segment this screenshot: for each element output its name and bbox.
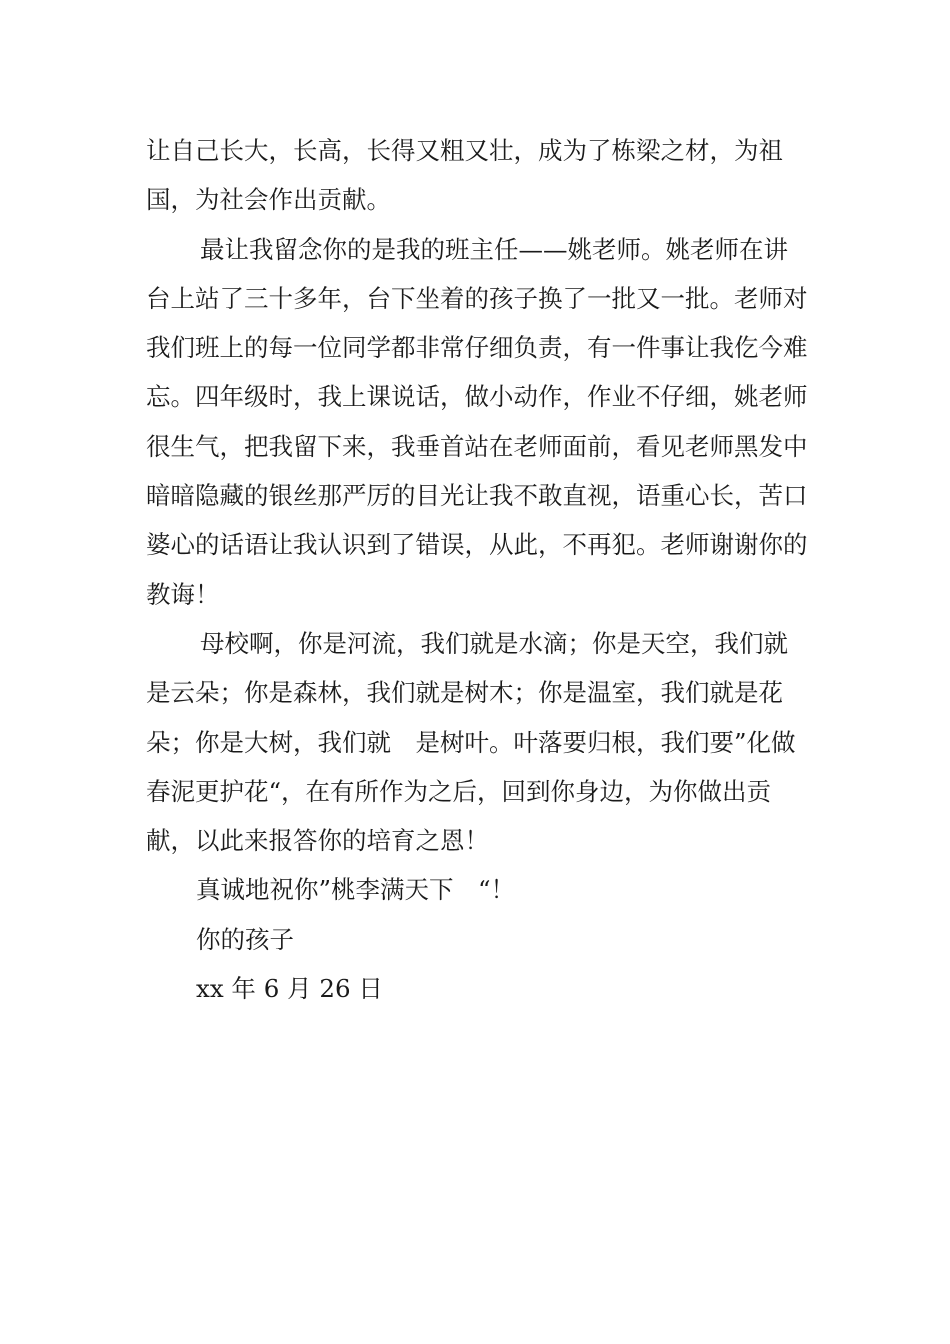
paragraph-teacher: 最让我留念你的是我的班主任——姚老师。姚老师在讲台上站了三十多年，台下坐着的孩子换了一批又一批。老师对我们班上的每一位同学都非常仔细负责，有一件事让我仡今难忘。四年级时，我上课说话，做小动作，作业不仔细，姚老师很生气，把我留下来，我垂首站在老师面前，看见老师黑发中暗暗隐藏的银丝那严厉的目光让我不敢直视，语重心长，苦口婆心的话语让我认识到了错误，从此，不再犯。老师谢谢你的教诲！ bbox=[146, 234, 808, 609]
signature-line: 你的孩子 bbox=[196, 924, 294, 954]
paragraph-alma-mater: 母校啊，你是河流，我们就是水滴；你是天空，我们就是云朵；你是森林，我们就是树木；你是温室，我们就是花朵；你是大树，我们就 是树叶。叶落要归根，我们要”化做春泥更护花“，在有所作为之后，回到你身边，为你做出贡献，以此来报答你的培育之恩！ bbox=[146, 628, 796, 856]
paragraph-continuation: 让自己长大，长高，长得又粗又壮，成为了栋梁之材，为祖国，为社会作出贡献。 bbox=[146, 136, 783, 215]
letter-body bbox=[146, 126, 810, 1013]
date-line: xx 年 6 月 26 日 bbox=[196, 974, 383, 1004]
closing-line: 真诚地祝你”桃李满天下 “！ bbox=[196, 875, 516, 905]
